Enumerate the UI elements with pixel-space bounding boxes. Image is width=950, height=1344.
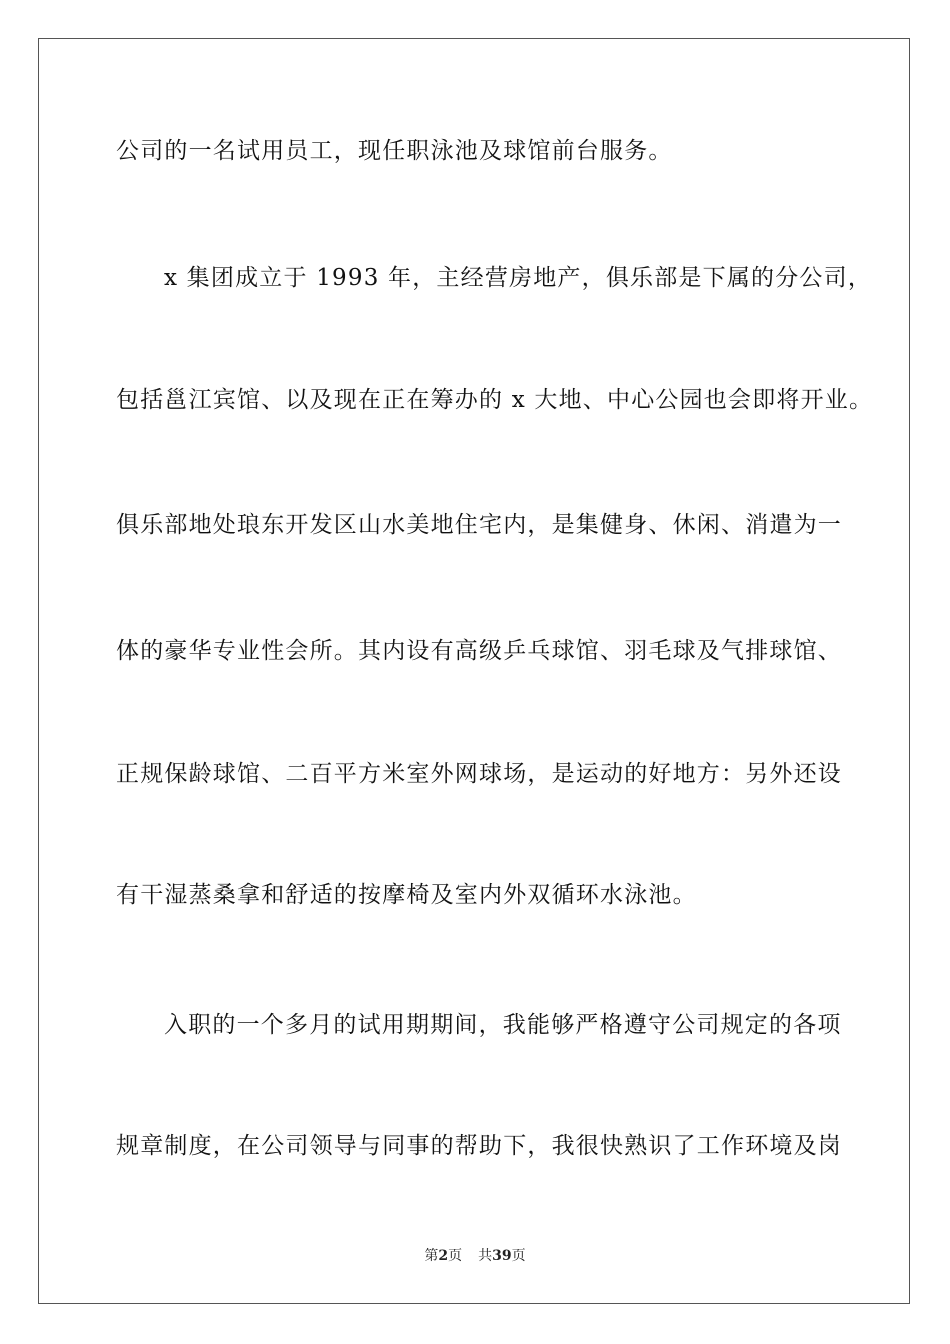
paragraph-line-6: 正规保龄球馆、二百平方米室外网球场，是运动的好地方：另外还设 [116, 761, 842, 787]
page-suffix: 页 [448, 1248, 463, 1264]
page-footer [0, 1247, 950, 1265]
page-number: 2 [438, 1248, 449, 1264]
page-border [38, 38, 910, 1304]
paragraph-line-7: 有干湿蒸桑拿和舒适的按摩椅及室内外双循环水泳池。 [116, 882, 697, 908]
page-prefix: 第 [424, 1248, 439, 1264]
paragraph-line-1: 公司的一名试用员工，现任职泳池及球馆前台服务。 [116, 138, 673, 164]
paragraph-line-8: 入职的一个多月的试用期期间，我能够严格遵守公司规定的各项 [164, 1012, 842, 1038]
paragraph-line-5: 体的豪华专业性会所。其内设有高级乒乓球馆、羽毛球及气排球馆、 [116, 638, 842, 664]
total-pages: 39 [492, 1248, 512, 1264]
total-prefix: 共 [478, 1248, 493, 1264]
total-suffix: 页 [511, 1248, 526, 1264]
paragraph-line-9: 规章制度，在公司领导与同事的帮助下，我很快熟识了工作环境及岗 [116, 1133, 842, 1159]
paragraph-line-2: x 集团成立于 1993 年，主经营房地产，俱乐部是下属的分公司， [164, 265, 873, 291]
paragraph-line-4: 俱乐部地处琅东开发区山水美地住宅内，是集健身、休闲、消遣为一 [116, 512, 842, 538]
paragraph-line-3: 包括邕江宾馆、以及现在正在筹办的 x 大地、中心公园也会即将开业。 [116, 387, 874, 413]
